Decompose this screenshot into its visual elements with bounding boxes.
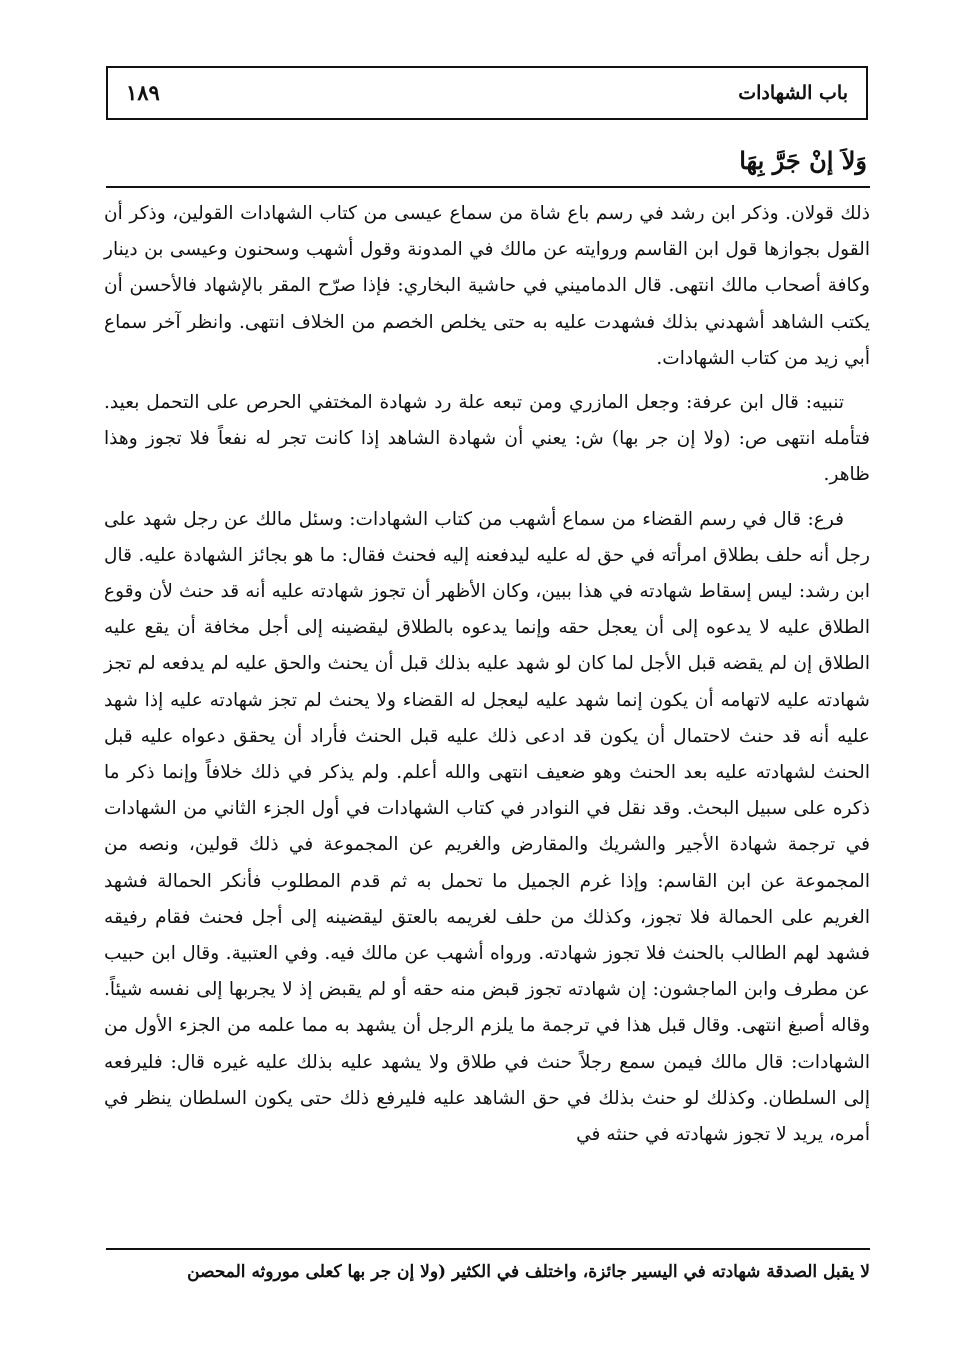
matn-heading: وَلاَ إنْ جَرَّ بِهَا <box>739 146 867 175</box>
chapter-title: باب الشهادات <box>738 82 848 104</box>
page-number: ١٨٩ <box>126 80 160 105</box>
paragraph-3: فرع: قال في رسم القضاء من سماع أشهب من كتاب الشهادات: وسئل مالك عن رجل شهد على رجل أنه حلف بطلاق امرأته في حق له عليه ليدفعنه إليه فحنث فقال: ما هو بجائز الشهادة عليه. قال ابن رشد: ليس إسقاط شهادته في هذا ببين، وكان الأظهر أن تجوز شهادته عليه أنه قد حنث لأن وقوع الطلاق عليه لا يدعوه إلى أن يعجل حقه وإنما يدعوه بالطلاق ليقضينه إلى أجل مخافة أن يقع عليه الطلاق إن لم يقضه قبل الأجل لما كان لو شهد عليه بذلك قبل أن يحنث والحق عليه لم يدفعه لم تجز شهادته عليه لاتهامه أن يكون إنما شهد عليه ليعجل له القضاء ولا يحنث لم تجز شهادته عليه إذا شهد عليه أنه قد حنث لاحتمال أن يكون قد ادعى ذلك عليه قبل الحنث فأراد أن يحقق دعواه عليه قبل الحنث لشهادته عليه بعد الحنث وهو ضعيف انتهى والله أعلم. ولم يذكر في ذلك خلافاً وإنما ذكر ما ذكره على سبيل البحث. وقد نقل في النوادر في كتاب الشهادات في أول الجزء الثاني من الشهادات في ترجمة شهادة الأجير والشريك والمقارض والغريم عن المجموعة في ذلك قولين، ونصه من المجموعة عن ابن القاسم: وإذا غرم الجميل ما تحمل به ثم قدم المطلوب فأنكر الحمالة فشهد الغريم على الحمالة فلا تجوز، وكذلك من حلف لغريمه بالعتق ليقضينه إلى أجل فحنث فقام رفيقه فشهد لهم الطالب بالحنث فلا تجوز شهادته. ورواه أشهب عن مالك فيه. وفي العتبية. وقال ابن حبيب عن مطرف وابن الماجشون: إن شهادته تجوز قبض منه حقه أو لم يقبض إذ لا يجربها إلى نفسه شيئاً. وقاله أصبغ انتهى. وقال قبل هذا في ترجمة ما يلزم الرجل أن يشهد به مما علمه من الجزء الأول من الشهادات: قال مالك فيمن سمع رجلاً حنث في طلاق ولا يشهد عليه بذلك عليه غيره قال: فليرفعه إلى السلطان. وكذلك لو حنث بذلك في حق الشاهد عليه فليرفع ذلك حتى يكون السلطان ينظر في أمره، يريد لا تجوز شهادته في حنثه في <box>104 508 870 1146</box>
footnote-divider <box>106 1248 870 1250</box>
top-divider <box>106 186 870 188</box>
paragraph-1: ذلك قولان. وذكر ابن رشد في رسم باع شاة من سماع عيسى من كتاب الشهادات القولين، وذكر أن القول بجوازها قول ابن القاسم وروايته عن مالك في المدونة وقول أشهب وسحنون وعيسى بن دينار وكافة أصحاب مالك انتهى. قال الدماميني في حاشية البخاري: فإذا صرّح المقر بالإشهاد فالأحسن أن يكتب الشاهد أشهدني بذلك فشهدت عليه به حتى يخلص الخصم من الخلاف انتهى. وانظر آخر سماع أبي زيد من كتاب الشهادات. <box>104 203 870 369</box>
running-header <box>106 66 868 120</box>
footnote-line: لا يقبل الصدقة شهادته في اليسير جائزة، واختلف في الكثير (ولا إن جر بها كعلى موروثه المحصن <box>187 1262 870 1282</box>
paragraph-2: تنبيه: قال ابن عرفة: وجعل المازري ومن تبعه علة رد شهادة المختفي الحرص على التحمل بعيد. فتأمله انتهى ص: (ولا إن جر بها) ش: يعني أن شهادة الشاهد إذا كانت تجر له نفعاً فلا تجوز وهذا ظاهر. <box>104 392 870 486</box>
commentary-body <box>104 196 870 1153</box>
